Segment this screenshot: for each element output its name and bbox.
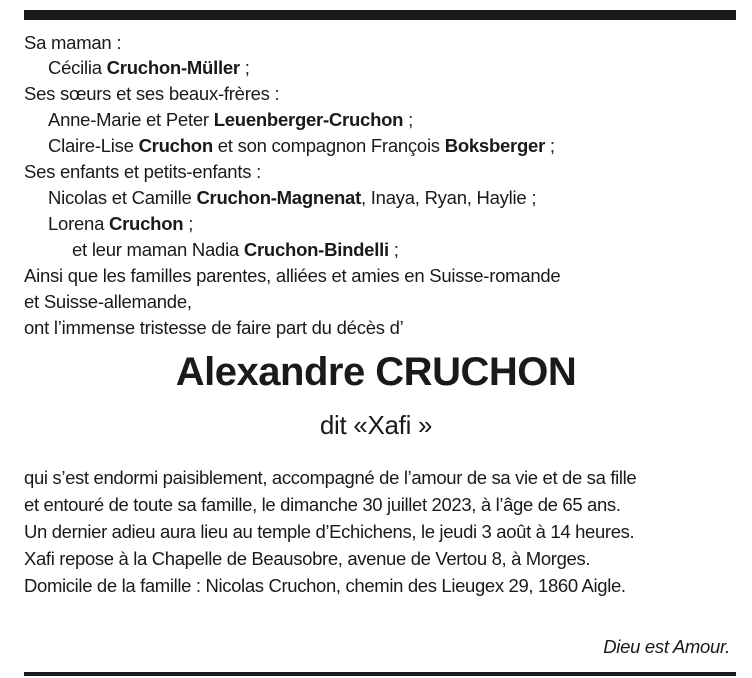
mother-heading <box>24 32 121 54</box>
deceased-nickname: dit «Xafi » <box>319 410 433 440</box>
sibling1-last-name: Leuenberger-Cruchon <box>213 109 404 130</box>
grandchildren-mother-end: ; <box>388 239 399 260</box>
mother-heading-text: Sa maman : <box>24 32 122 53</box>
child1-grandchildren: , Inaya, Ryan, Haylie ; <box>361 187 537 208</box>
sibling2-last-name: Cruchon <box>138 135 213 156</box>
mother-entry-end: ; <box>239 57 250 78</box>
children-heading <box>24 161 261 183</box>
sibling2-partner-last-name: Boksberger <box>444 135 546 156</box>
grandchildren-mother-last-name: Cruchon-Bindelli <box>243 239 389 260</box>
bottom-rule <box>24 672 736 676</box>
child2-first-name: Lorena <box>48 213 109 234</box>
relatives-line-1 <box>24 265 560 287</box>
children-heading-text: Ses enfants et petits-enfants : <box>24 161 262 182</box>
mother-last-name: Cruchon-Müller <box>106 57 240 78</box>
child1-first-names: Nicolas et Camille <box>48 187 197 208</box>
siblings-heading <box>24 83 279 105</box>
details-line-1: qui s’est endormi paisiblement, accompagné de l’amour de sa vie et de sa fille <box>24 467 637 488</box>
siblings-heading-text: Ses sœurs et ses beaux-frères : <box>24 83 280 104</box>
child1-last-name: Cruchon-Magnenat <box>196 187 361 208</box>
mother-first-name: Cécilia <box>48 57 107 78</box>
child2-last-name: Cruchon <box>109 213 184 234</box>
top-rule <box>24 10 736 20</box>
sibling2-end: ; <box>545 135 555 156</box>
deceased-name: Alexandre CRUCHON <box>175 350 577 394</box>
closing-phrase: Dieu est Amour. <box>603 636 730 657</box>
grandchildren-mother-intro: et leur maman Nadia <box>72 239 244 260</box>
sibling-entry-1 <box>48 109 413 131</box>
sibling2-first-name: Claire-Lise <box>48 135 139 156</box>
sibling2-partner-intro: et son compagnon François <box>212 135 445 156</box>
child-entry-2 <box>48 213 193 235</box>
announcement-text: ont l’immense tristesse de faire part du décès d’ <box>24 317 404 338</box>
details-line-5: Domicile de la famille : Nicolas Cruchon, chemin des Lieugex 29, 1860 Aigle. <box>24 575 626 596</box>
sibling1-first-names: Anne-Marie et Peter <box>48 109 214 130</box>
announcement-line <box>24 317 404 339</box>
details-line-4: Xafi repose à la Chapelle de Beausobre, avenue de Vertou 8, à Morges. <box>24 548 591 569</box>
details-line-2: et entouré de toute sa famille, le dimanche 30 juillet 2023, à l’âge de 65 ans. <box>24 494 621 515</box>
relatives-line-2 <box>24 291 192 313</box>
child-entry-1 <box>48 187 536 209</box>
relatives-text-2: et Suisse-allemande, <box>24 291 192 312</box>
grandchildren-mother-entry <box>72 239 399 261</box>
sibling1-end: ; <box>403 109 414 130</box>
sibling-entry-2 <box>48 135 555 157</box>
details-line-3: Un dernier adieu aura lieu au temple d’Echichens, le jeudi 3 août à 14 heures. <box>24 521 635 542</box>
relatives-text-1: Ainsi que les familles parentes, alliées et amies en Suisse-romande <box>24 265 561 286</box>
mother-entry <box>48 57 250 79</box>
child2-end: ; <box>183 213 194 234</box>
